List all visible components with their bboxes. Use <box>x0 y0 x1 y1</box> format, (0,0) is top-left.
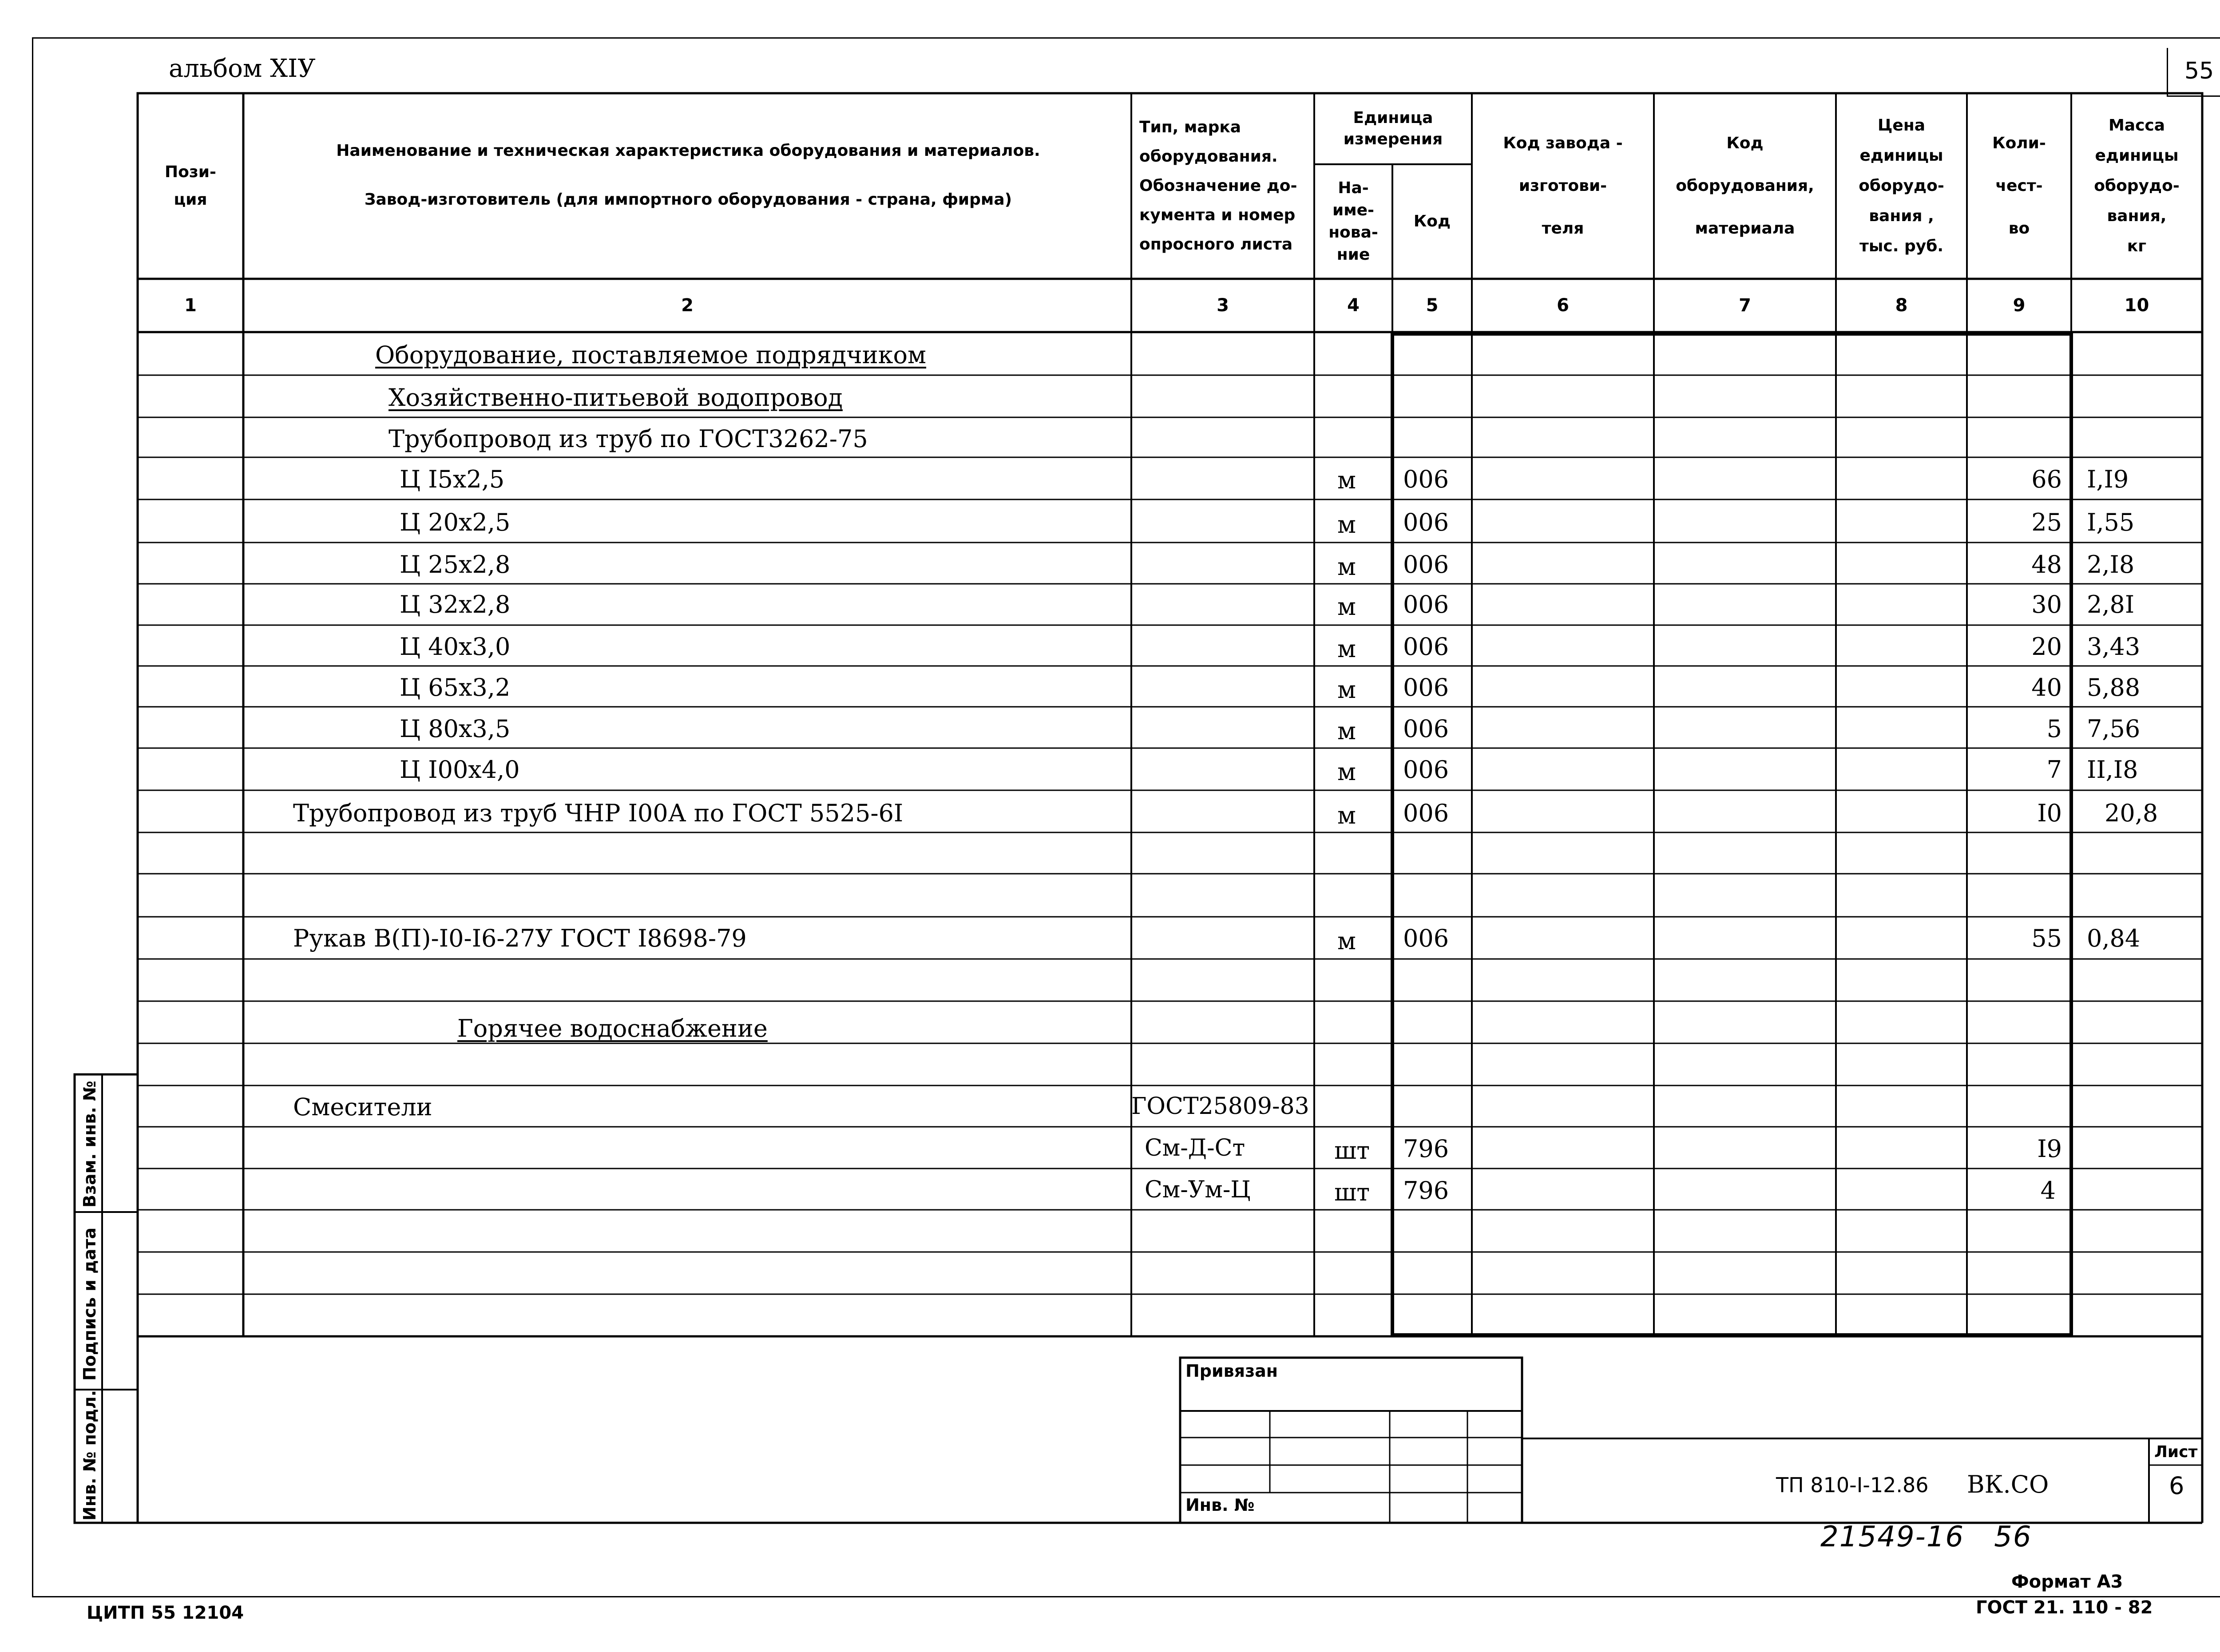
col-price-header: Цена единицы оборудо- вания , тыс. руб. <box>1859 116 1944 255</box>
mass-row-5: 2,I8 <box>2087 551 2135 578</box>
row-mixer2-type: См-Ум-Ц <box>1145 1177 1251 1203</box>
stamp-privyazan: Привязан <box>1185 1361 1278 1381</box>
row-pipeline-cnr: Трубопровод из труб ЧНР I00А по ГОСТ 5525-6I <box>293 799 904 827</box>
qty-row-4: 25 <box>2031 508 2062 536</box>
qty-row-6: 30 <box>2031 590 2062 618</box>
qty-row-5: 48 <box>2031 551 2062 578</box>
code-row-6: 006 <box>1403 590 1449 618</box>
code-row-4: 006 <box>1403 508 1449 536</box>
col-quantity-header: Коли- чест- во <box>1992 134 2046 238</box>
code-row-13: 006 <box>1403 924 1449 952</box>
footer-format: Формат А3 <box>2011 1572 2123 1592</box>
list-number: 6 <box>2169 1472 2184 1500</box>
col-factory-code-header: Код завода - изготови- теля <box>1503 134 1623 238</box>
col-unit-name-header: На- име- нова- ние <box>1328 179 1378 264</box>
col-name-header-line2: Завод-изготовитель (для импортного оборудования - страна, фирма) <box>364 190 1012 209</box>
mass-row-4: I,55 <box>2087 508 2135 536</box>
mass-row-9: 7,56 <box>2087 715 2141 743</box>
col-position-header: Пози- ция <box>165 163 216 209</box>
mass-row-13: 0,84 <box>2087 924 2141 952</box>
row-pipe-80: Ц 80х3,5 <box>400 715 511 743</box>
col-num-6: 6 <box>1557 295 1569 316</box>
col-unit-code-header: Код <box>1413 212 1451 230</box>
mass-row-7: 3,43 <box>2087 633 2141 661</box>
col-num-10: 10 <box>2124 295 2149 316</box>
row-mixers: Смесители <box>293 1093 432 1121</box>
row-pipe-40: Ц 40х3,0 <box>400 633 511 661</box>
stamp-inv-no: Инв. № <box>1185 1495 1255 1515</box>
qty-row-19: 4 <box>2040 1177 2056 1204</box>
code-row-10: 006 <box>1403 756 1449 784</box>
doc-code: ТП 810-I-12.86 <box>1776 1473 1929 1497</box>
row-pipe-15: Ц I5х2,5 <box>400 465 505 493</box>
qty-row-11: I0 <box>2037 799 2062 827</box>
code-row-5: 006 <box>1403 551 1449 578</box>
col-unit-group-header: Единица измерения <box>1343 109 1443 148</box>
row-mixer1-type: См-Д-Ст <box>1145 1135 1245 1161</box>
handwritten-number: 21549-16 56 <box>1820 1521 2032 1553</box>
mass-row-10: II,I8 <box>2087 756 2138 784</box>
section-heading-contractor: Оборудование, поставляемое подрядчиком <box>375 341 927 369</box>
code-row-19: 796 <box>1403 1177 1449 1204</box>
footer-gost: ГОСТ 21. 110 - 82 <box>1976 1597 2153 1618</box>
code-row-9: 006 <box>1403 715 1449 743</box>
row-mixers-type: ГОСТ25809-83 <box>1131 1093 1309 1120</box>
unit-row-4: м <box>1337 511 1356 539</box>
unit-row-7: м <box>1337 635 1356 663</box>
col-num-8: 8 <box>1895 295 1908 316</box>
unit-row-9: м <box>1337 717 1356 745</box>
mass-row-6: 2,8I <box>2087 590 2135 618</box>
album-title: альбом ХIУ <box>169 54 316 83</box>
qty-row-13: 55 <box>2031 924 2062 952</box>
col-num-2: 2 <box>681 295 694 316</box>
row-pipeline-gost3262: Трубопровод из труб по ГОСТ3262-75 <box>388 425 868 453</box>
qty-row-3: 66 <box>2031 465 2062 493</box>
row-pipe-65: Ц 65х3,2 <box>400 673 511 701</box>
list-label: Лист <box>2154 1443 2198 1461</box>
unit-row-18: шт <box>1334 1137 1370 1165</box>
row-pipe-100: Ц I00х4,0 <box>400 756 520 784</box>
qty-row-7: 20 <box>2031 633 2062 661</box>
unit-row-5: м <box>1337 553 1356 581</box>
col-equipment-code-header: Код оборудования, материала <box>1676 134 1814 238</box>
mass-row-11: 20,8 <box>2105 799 2158 827</box>
code-row-18: 796 <box>1403 1135 1449 1163</box>
code-row-7: 006 <box>1403 633 1449 661</box>
page-number: 55 <box>2184 58 2214 84</box>
unit-row-13: м <box>1337 927 1356 955</box>
code-row-8: 006 <box>1403 673 1449 701</box>
code-row-11: 006 <box>1403 799 1449 827</box>
code-row-3: 006 <box>1403 465 1449 493</box>
doc-mark: ВК.СО <box>1967 1470 2049 1498</box>
row-hose: Рукав В(П)-I0-I6-27У ГОСТ I8698-79 <box>293 924 747 952</box>
unit-row-6: м <box>1337 593 1356 621</box>
col-num-5: 5 <box>1426 295 1439 316</box>
row-pipe-20: Ц 20х2,5 <box>400 508 511 536</box>
section-heading-hot-water: Горячее водоснабжение <box>457 1014 768 1042</box>
unit-row-8: м <box>1337 676 1356 704</box>
unit-row-10: м <box>1337 758 1356 786</box>
qty-row-9: 5 <box>2046 715 2062 743</box>
side-label-podpis: Подпись и дата <box>80 1227 99 1381</box>
footer-citp: ЦИТП 55 12104 <box>87 1603 244 1623</box>
row-pipe-32: Ц 32х2,8 <box>400 590 511 618</box>
unit-row-19: шт <box>1334 1178 1370 1206</box>
qty-row-10: 7 <box>2046 756 2062 784</box>
qty-row-8: 40 <box>2031 673 2062 701</box>
side-label-inv: Инв. № подл. <box>80 1390 99 1521</box>
side-label-vzam: Взам. инв. № <box>80 1081 99 1208</box>
unit-row-11: м <box>1337 801 1356 829</box>
col-num-9: 9 <box>2013 295 2026 316</box>
col-num-7: 7 <box>1739 295 1751 316</box>
col-num-1: 1 <box>184 295 197 316</box>
col-mass-header: Масса единицы оборудо- вания, кг <box>2094 116 2180 255</box>
col-num-4: 4 <box>1347 295 1360 316</box>
unit-row-3: м <box>1337 466 1356 494</box>
qty-row-18: I9 <box>2037 1135 2062 1163</box>
mass-row-8: 5,88 <box>2087 673 2141 701</box>
section-heading-water-supply: Хозяйственно-питьевой водопровод <box>388 384 843 412</box>
col-type-header: Тип, марка оборудования. Обозначение до- кумента и номер опросного листа <box>1139 118 1297 254</box>
row-pipe-25: Ц 25х2,8 <box>400 551 511 578</box>
mass-row-3: I,I9 <box>2087 465 2129 493</box>
col-num-3: 3 <box>1217 295 1229 316</box>
col-name-header-line1: Наименование и техническая характеристика оборудования и материалов. <box>336 142 1040 160</box>
